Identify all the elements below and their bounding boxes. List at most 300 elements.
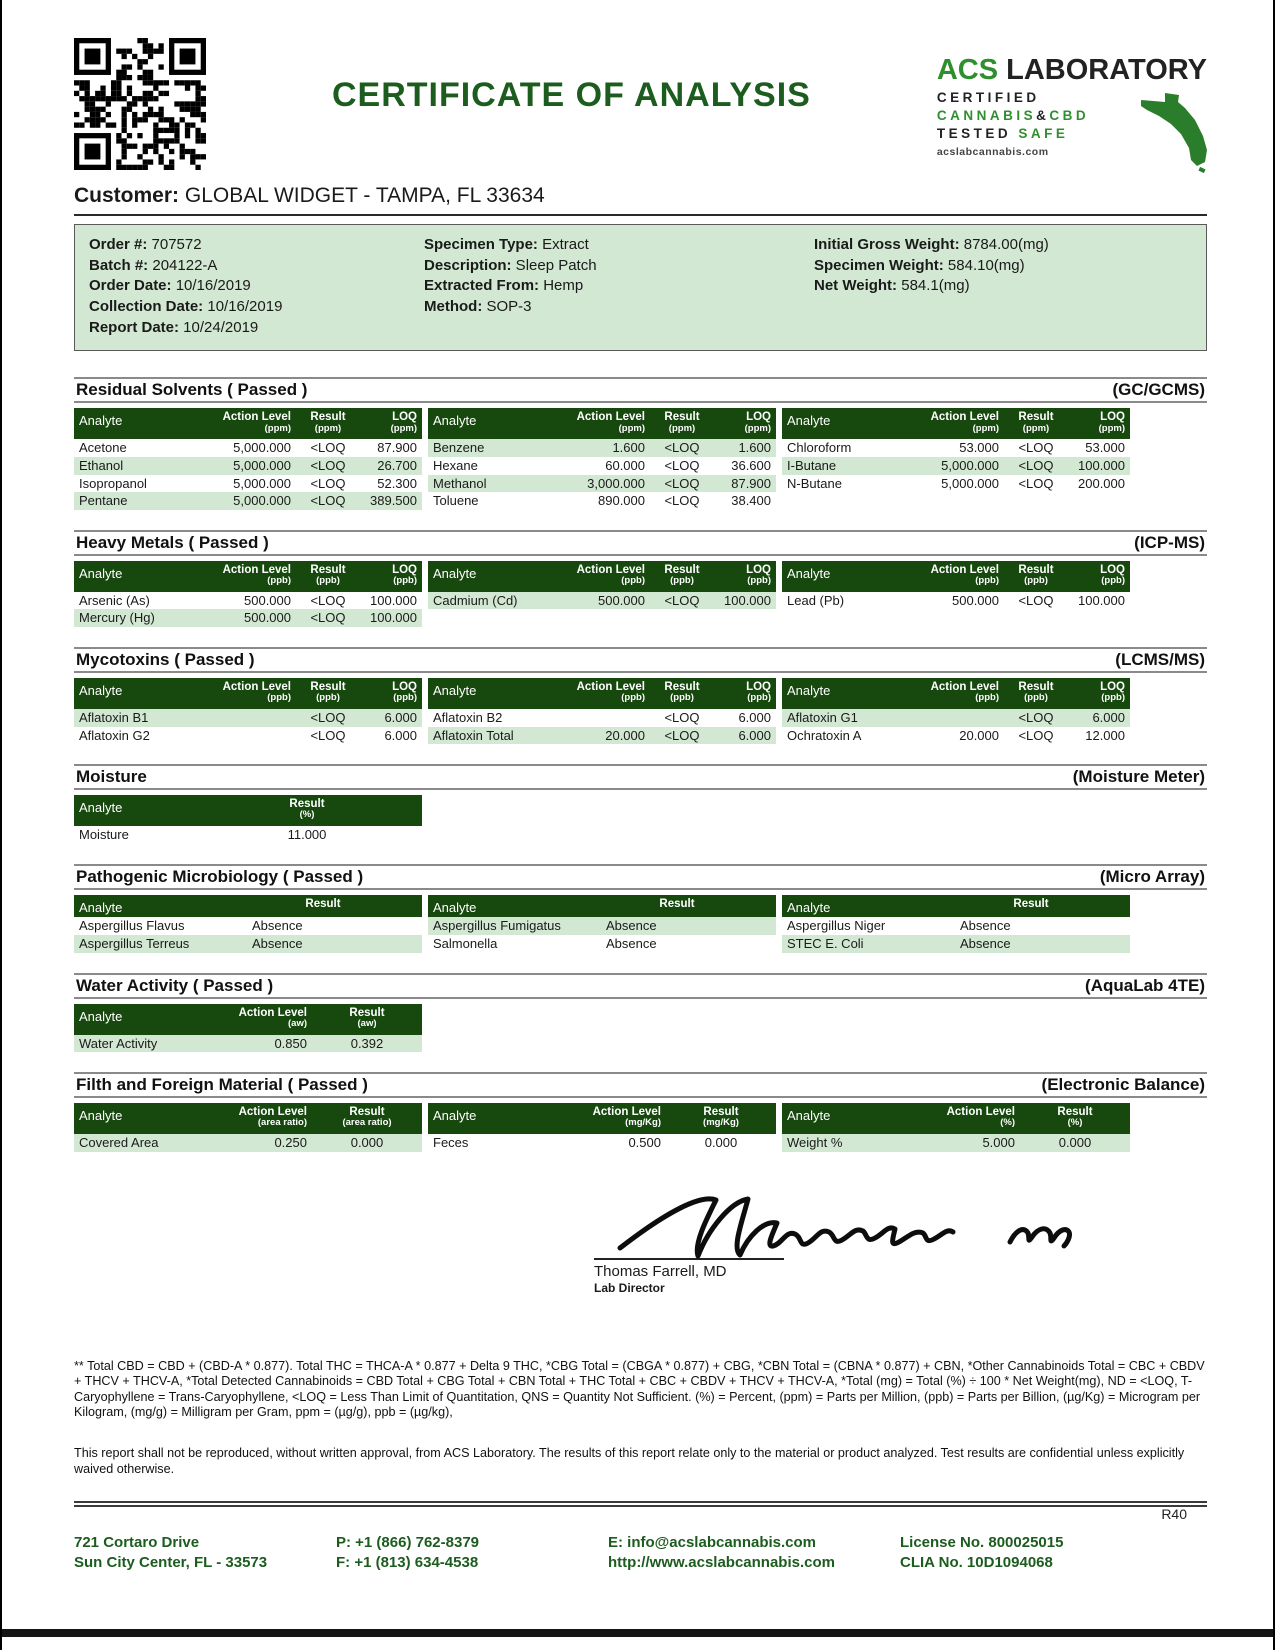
column-header-result: Result (ppm) xyxy=(310,411,346,434)
analyte-value: Absence xyxy=(606,936,657,952)
column-header-analyte: Analyte xyxy=(787,413,831,429)
analyte-value: <LOQ xyxy=(310,710,346,725)
column-header-result: Result (ppb) xyxy=(664,563,700,586)
analyte-value xyxy=(904,709,1004,727)
table-row xyxy=(74,709,422,727)
section-method: (Moisture Meter) xyxy=(1072,767,1205,787)
column-header-analyte: Analyte xyxy=(79,683,123,698)
info-label: Specimen Type: xyxy=(424,236,538,253)
table-header-row xyxy=(74,795,422,826)
analyte-table xyxy=(74,1004,422,1053)
footer-address: 721 Cortaro Drive Sun City Center, FL - 33573 xyxy=(74,1533,268,1572)
analyte-table xyxy=(782,895,1130,953)
table-header-row xyxy=(74,408,422,439)
analyte-name: Aflatoxin B1 xyxy=(79,710,149,725)
customer-label: Customer: xyxy=(74,184,180,207)
analyte-table xyxy=(782,1103,1130,1152)
section-tables xyxy=(74,895,1207,953)
analyte-name: Aflatoxin B2 xyxy=(433,710,503,725)
section-tables xyxy=(74,1103,1207,1152)
column-header-result: Result (ppb) xyxy=(1018,563,1054,586)
analyte-name: Pentane xyxy=(79,493,128,509)
info-value: Extract xyxy=(537,236,589,253)
analyte-value: 6.000 xyxy=(738,727,771,743)
column-header-loq: LOQ (ppb) xyxy=(1100,563,1125,586)
page-title: CERTIFICATE OF ANALYSIS xyxy=(331,76,811,114)
info-label: Method: xyxy=(424,298,483,316)
analyte-value: 100.000 xyxy=(1078,458,1125,474)
info-label: Description: xyxy=(424,256,512,274)
column-header-loq: LOQ (ppm) xyxy=(1098,411,1125,434)
analyte-value: 38.400 xyxy=(731,493,771,509)
table-header-row xyxy=(782,678,1130,709)
analyte-value: 26.700 xyxy=(377,458,417,474)
info-line xyxy=(89,297,424,318)
table-row xyxy=(782,475,1130,493)
analyte-value: 6.000 xyxy=(1092,710,1125,725)
analyte-value: Absence xyxy=(252,918,303,934)
table-header-row xyxy=(428,1103,776,1134)
column-header-result: Result (ppm) xyxy=(1018,411,1054,434)
analyte-value: 5,000.000 xyxy=(233,440,291,456)
analyte-value: 5,000.000 xyxy=(941,458,999,474)
analyte-value: <LOQ xyxy=(664,592,700,608)
analyte-name: Methanol xyxy=(433,475,487,491)
analyte-value: 0.000 xyxy=(704,1135,738,1151)
section-title: Pathogenic Microbiology ( Passed ) xyxy=(76,866,364,886)
analyte-name: Ethanol xyxy=(79,458,124,474)
section-water-activity xyxy=(74,973,1207,1053)
calculation-footnote: ** Total CBD = CBD + (CBD-A * 0.877). Total THC = THCA-A * 0.877 + Delta 9 THC, *CBG Total = (CBGA * 0.877) + CBG, *CBN Total = (CBNA * 0.877) + CBN, *Other Cannabinoids Total = CBC + CBDV + THCV + THCV-A, *Total Detected Cannabinoids = CBD Total + CBG Total + CBN Total + THC Total + CBC + CBDV + THCV + THCV-A, *Total (mg) = Total (%) ÷ 100 * Net Weight(mg), ND = <LOQ, T-Caryophyllene = Trans-Caryophyllene, <LOQ = Less Than Limit of Quantitation, QNS = Quantity Not Sufficient. (%) = Percent, (ppm) = Parts per Million, (ppb) = Parts per Billion, (µg/Kg) = Microgram per Kilogram, (mg/g) = Milligram per Gram, ppm = (µg/g), ppb = (µg/kg), xyxy=(74,1358,1205,1419)
table-row xyxy=(428,709,776,727)
analyte-value: <LOQ xyxy=(664,440,700,456)
table-row xyxy=(74,609,422,627)
column-header-loq: LOQ (ppm) xyxy=(390,411,417,434)
analyte-value: 11.000 xyxy=(287,827,327,843)
info-line xyxy=(424,297,814,318)
column-header-result: Result (ppm) xyxy=(664,411,700,434)
info-label: Net Weight: xyxy=(814,277,898,295)
table-row xyxy=(428,492,776,510)
logo-laboratory-text: LABORATORY xyxy=(1006,54,1207,86)
column-header-loq: LOQ (ppb) xyxy=(392,681,417,704)
analyte-value xyxy=(196,709,296,727)
column-header-action-level: Action Level (aw) xyxy=(238,1006,307,1029)
section-pathogenic-microbiology xyxy=(74,864,1207,953)
table-header-row xyxy=(782,408,1130,439)
info-label: Order Date: xyxy=(89,277,172,295)
section-method: (Micro Array) xyxy=(1099,866,1205,886)
column-header-action-level: Action Level (ppb) xyxy=(930,563,999,586)
info-line xyxy=(89,256,424,277)
analyte-value: <LOQ xyxy=(310,475,346,491)
analyte-value: 12.000 xyxy=(1085,727,1125,743)
analyte-name: Chloroform xyxy=(787,440,852,456)
qr-code xyxy=(74,38,206,170)
info-line xyxy=(424,256,814,277)
info-value: 204122-A xyxy=(148,256,218,274)
section-header xyxy=(74,864,1207,890)
column-header-action-level: Action Level (ppb) xyxy=(576,681,645,704)
section-header xyxy=(74,647,1207,673)
analyte-value: 890.000 xyxy=(598,493,645,509)
analyte-value: 5.000 xyxy=(982,1135,1015,1151)
column-header-result: Result (ppb) xyxy=(664,681,700,704)
column-header-analyte: Analyte xyxy=(433,565,477,581)
analyte-name: Toluene xyxy=(433,493,479,509)
section-title: Residual Solvents ( Passed ) xyxy=(76,380,308,400)
section-title: Heavy Metals ( Passed ) xyxy=(76,532,269,552)
analyte-value: <LOQ xyxy=(310,592,346,608)
section-tables xyxy=(74,561,1207,627)
table-row xyxy=(782,1134,1130,1152)
analyte-table xyxy=(782,678,1130,744)
table-header-row xyxy=(74,561,422,592)
analyte-name: Acetone xyxy=(79,440,127,456)
column-header-result: Result (%) xyxy=(289,798,325,821)
section-title: Mycotoxins ( Passed ) xyxy=(76,650,255,669)
info-value: Sleep Patch xyxy=(511,256,597,274)
column-header-action-level: Action Level (ppm) xyxy=(222,411,291,434)
footer-license: License No. 800025015 CLIA No. 10D1094068 xyxy=(900,1533,1064,1572)
table-row xyxy=(428,727,776,745)
column-header-action-level: Action Level (ppb) xyxy=(930,681,999,704)
column-header-loq: LOQ (ppb) xyxy=(1100,681,1125,704)
info-value: 10/16/2019 xyxy=(171,277,251,295)
table-row xyxy=(428,475,776,493)
column-header-analyte: Analyte xyxy=(433,683,477,698)
analyte-value: 5,000.000 xyxy=(233,493,291,509)
analyte-value: 60.000 xyxy=(605,458,645,474)
analyte-table xyxy=(428,895,776,953)
analyte-value: 6.000 xyxy=(738,710,771,725)
table-header-row xyxy=(428,895,776,918)
analyte-value: <LOQ xyxy=(664,475,700,491)
footer-divider xyxy=(74,1501,1207,1507)
analyte-value: <LOQ xyxy=(310,727,346,743)
table-header-row xyxy=(782,1103,1130,1134)
column-header-result: Result (mg/Kg) xyxy=(703,1106,739,1129)
table-header-row xyxy=(74,678,422,709)
table-row xyxy=(428,1134,776,1152)
analyte-value: 36.600 xyxy=(731,458,771,474)
analyte-value: 0.000 xyxy=(350,1135,384,1151)
analyte-value: 52.300 xyxy=(377,475,417,491)
info-value: SOP-3 xyxy=(482,298,532,316)
analyte-name: N-Butane xyxy=(787,475,842,491)
signature-block xyxy=(594,1186,1074,1295)
analyte-value xyxy=(196,727,296,745)
analyte-value: 200.000 xyxy=(1078,475,1125,491)
analyte-name: Covered Area xyxy=(79,1135,159,1151)
analyte-table xyxy=(428,408,776,509)
order-info-col3 xyxy=(814,235,1192,338)
info-line xyxy=(89,318,424,339)
column-header-result: Result xyxy=(305,897,341,910)
table-row xyxy=(782,727,1130,745)
analyte-value: <LOQ xyxy=(664,493,700,509)
table-header-row xyxy=(782,895,1130,918)
column-header-analyte: Analyte xyxy=(433,1108,477,1124)
info-line xyxy=(814,256,1192,277)
analyte-name: Aspergillus Niger xyxy=(787,918,886,934)
analyte-value: 1.600 xyxy=(612,440,645,456)
analyte-value: <LOQ xyxy=(310,610,346,626)
table-header-row xyxy=(74,1004,422,1035)
analyte-value: 500.000 xyxy=(598,592,645,608)
analyte-name: Aflatoxin Total xyxy=(433,727,514,743)
column-header-loq: LOQ (ppb) xyxy=(392,563,417,586)
analyte-value: 500.000 xyxy=(244,610,291,626)
column-header-analyte: Analyte xyxy=(787,565,831,581)
analyte-name: Aflatoxin G1 xyxy=(787,710,858,725)
column-header-analyte: Analyte xyxy=(79,1108,123,1124)
column-header-analyte: Analyte xyxy=(79,800,123,816)
analyte-name: Aspergillus Flavus xyxy=(79,918,185,934)
section-tables xyxy=(74,795,1207,844)
order-info-col1 xyxy=(89,235,424,338)
analyte-value: 0.850 xyxy=(274,1035,307,1051)
analyte-table xyxy=(74,408,422,509)
analyte-value: 0.392 xyxy=(350,1035,384,1051)
analyte-value: 100.000 xyxy=(724,592,771,608)
table-header-row xyxy=(428,561,776,592)
analyte-value: <LOQ xyxy=(664,727,700,743)
signatory-name: Thomas Farrell, MD xyxy=(594,1262,727,1280)
info-label: Extracted From: xyxy=(424,277,540,295)
column-header-analyte: Analyte xyxy=(787,1108,831,1124)
analyte-table xyxy=(428,678,776,744)
column-header-analyte: Analyte xyxy=(787,899,831,915)
column-header-analyte: Analyte xyxy=(433,899,477,915)
section-tables xyxy=(74,408,1207,509)
table-row xyxy=(782,592,1130,610)
info-label: Initial Gross Weight: xyxy=(814,236,960,253)
footer-phone-fax: P: +1 (866) 762-8379 F: +1 (813) 634-4538 xyxy=(336,1533,480,1572)
column-header-result: Result xyxy=(659,897,695,910)
table-header-row xyxy=(782,561,1130,592)
analyte-value: 6.000 xyxy=(384,710,417,725)
column-header-loq: LOQ (ppb) xyxy=(746,563,771,586)
column-header-result: Result (ppb) xyxy=(310,563,346,586)
section-moisture xyxy=(74,764,1207,844)
analyte-value: 87.900 xyxy=(377,440,417,456)
analyte-value: <LOQ xyxy=(310,458,346,474)
info-line xyxy=(89,235,424,256)
column-header-action-level: Action Level (%) xyxy=(946,1106,1015,1129)
analyte-name: Aspergillus Fumigatus xyxy=(433,918,561,934)
analyte-value: 100.000 xyxy=(370,592,417,608)
section-method: (GC/GCMS) xyxy=(1112,380,1205,400)
analyte-value: <LOQ xyxy=(664,458,700,474)
analyte-table xyxy=(428,561,776,610)
analyte-name: Aspergillus Terreus xyxy=(79,936,190,952)
logo-tested-safe-text: TESTED SAFE xyxy=(936,126,1069,141)
table-row xyxy=(74,727,422,745)
analyte-name: I-Butane xyxy=(787,458,837,474)
analyte-name: Aflatoxin G2 xyxy=(79,727,150,743)
analyte-value: 5,000.000 xyxy=(233,458,291,474)
analyte-table xyxy=(74,1103,422,1152)
order-info-box xyxy=(74,224,1207,351)
section-heavy-metals xyxy=(74,530,1207,627)
analyte-value: 5,000.000 xyxy=(941,475,999,491)
analyte-value: Absence xyxy=(252,936,303,952)
column-header-action-level: Action Level (mg/Kg) xyxy=(592,1106,661,1129)
column-header-result: Result (aw) xyxy=(349,1006,385,1029)
analyte-value: <LOQ xyxy=(1018,475,1054,491)
table-row xyxy=(782,917,1130,935)
analyte-name: Isopropanol xyxy=(79,475,147,491)
analyte-value: 3,000.000 xyxy=(587,475,645,491)
logo-acs-text: ACS xyxy=(936,54,999,86)
info-value: 8784.00(mg) xyxy=(959,236,1049,253)
analyte-table xyxy=(74,895,422,953)
analyte-table xyxy=(428,1103,776,1152)
analyte-value: Absence xyxy=(606,918,657,934)
column-header-result: Result (ppb) xyxy=(1018,681,1054,704)
logo-certified-text: CERTIFIED xyxy=(936,90,1040,105)
analyte-name: Moisture xyxy=(79,827,129,843)
analyte-name: Salmonella xyxy=(433,936,498,952)
info-line xyxy=(814,235,1192,256)
info-value: Hemp xyxy=(539,277,584,295)
table-row xyxy=(74,1134,422,1152)
analyte-value: 1.600 xyxy=(738,440,771,456)
analyte-name: Arsenic (As) xyxy=(79,592,150,608)
section-method: (LCMS/MS) xyxy=(1115,650,1205,669)
analyte-value: 100.000 xyxy=(370,610,417,626)
column-header-result: Result xyxy=(1013,897,1049,910)
analyte-table xyxy=(782,561,1130,610)
info-line xyxy=(814,276,1192,297)
analyte-value: 500.000 xyxy=(244,592,291,608)
table-row xyxy=(74,917,422,935)
analyte-value: 389.500 xyxy=(370,493,417,509)
analyte-value: <LOQ xyxy=(310,493,346,509)
analyte-name: Lead (Pb) xyxy=(787,592,845,608)
analyte-name: Water Activity xyxy=(79,1035,158,1051)
analyte-name: Hexane xyxy=(433,458,478,474)
signature-line xyxy=(594,1258,784,1260)
analyte-value: 5,000.000 xyxy=(233,475,291,491)
table-row xyxy=(74,826,422,844)
report-disclaimer: This report shall not be reproduced, without written approval, from ACS Laboratory. The results of this report relate only to the material or product analyzed. Test results are confidential unless explicitly waived otherwise. xyxy=(74,1446,1185,1476)
analyte-value: 100.000 xyxy=(1078,592,1125,608)
section-residual-solvents xyxy=(74,377,1207,509)
column-header-analyte: Analyte xyxy=(433,413,477,429)
column-header-loq: LOQ (ppm) xyxy=(744,411,771,434)
column-header-action-level: Action Level (ppb) xyxy=(222,563,291,586)
info-line xyxy=(424,276,814,297)
analyte-value: Absence xyxy=(960,918,1011,934)
table-row xyxy=(782,457,1130,475)
analyte-value: 20.000 xyxy=(605,727,645,743)
info-value: 584.1(mg) xyxy=(897,277,970,295)
analyte-name: Mercury (Hg) xyxy=(79,610,155,626)
lab-logo xyxy=(937,38,1207,158)
table-row xyxy=(74,592,422,610)
section-header xyxy=(74,530,1207,556)
section-header xyxy=(74,764,1207,790)
table-row xyxy=(74,1035,422,1053)
analyte-value: 500.000 xyxy=(952,592,999,608)
section-filth-foreign-material xyxy=(74,1072,1207,1152)
info-label: Order #: xyxy=(89,236,148,253)
footer xyxy=(74,1533,1207,1574)
info-label: Collection Date: xyxy=(89,298,204,316)
section-header xyxy=(74,973,1207,999)
column-header-analyte: Analyte xyxy=(787,683,831,698)
table-row xyxy=(74,492,422,510)
analyte-value: 0.250 xyxy=(274,1135,307,1151)
analyte-name: Feces xyxy=(433,1135,469,1151)
analyte-value: 87.900 xyxy=(731,475,771,491)
header xyxy=(74,38,1207,180)
table-header-row xyxy=(428,678,776,709)
signature xyxy=(614,1186,1084,1264)
column-header-result: Result (ppb) xyxy=(310,681,346,704)
info-value: 10/16/2019 xyxy=(203,298,283,316)
info-value: 707572 xyxy=(147,236,202,253)
column-header-action-level: Action Level (ppm) xyxy=(930,411,999,434)
analyte-value: <LOQ xyxy=(1018,440,1054,456)
analyte-name: Weight % xyxy=(787,1135,843,1151)
analyte-value: 53.000 xyxy=(1085,440,1125,456)
analyte-name: Ochratoxin A xyxy=(787,727,862,743)
column-header-result: Result (area ratio) xyxy=(342,1106,392,1129)
section-tables xyxy=(74,678,1207,744)
analyte-value xyxy=(550,709,650,727)
analyte-value: 0.500 xyxy=(628,1135,661,1151)
analyte-name: Benzene xyxy=(433,440,485,456)
info-line xyxy=(89,276,424,297)
table-header-row xyxy=(74,1103,422,1134)
table-row xyxy=(428,917,776,935)
florida-icon xyxy=(1139,90,1213,181)
info-value: 584.10(mg) xyxy=(943,256,1025,274)
section-title: Filth and Foreign Material ( Passed ) xyxy=(76,1075,368,1095)
table-row xyxy=(74,475,422,493)
section-tables xyxy=(74,1004,1207,1053)
column-header-action-level: Action Level (ppm) xyxy=(576,411,645,434)
signatory-role: Lab Director xyxy=(594,1280,665,1295)
analyte-name: STEC E. Coli xyxy=(787,936,864,952)
table-row xyxy=(74,935,422,953)
page-reference: R40 xyxy=(1161,1506,1187,1522)
analyte-value: <LOQ xyxy=(664,710,700,725)
column-header-action-level: Action Level (ppb) xyxy=(222,681,291,704)
column-header-loq: LOQ (ppb) xyxy=(746,681,771,704)
column-header-analyte: Analyte xyxy=(79,899,123,915)
column-header-analyte: Analyte xyxy=(79,565,123,581)
section-title: Water Activity ( Passed ) xyxy=(76,975,274,995)
column-header-action-level: Action Level (ppb) xyxy=(576,563,645,586)
table-row xyxy=(782,935,1130,953)
section-mycotoxins xyxy=(74,647,1207,744)
info-line xyxy=(424,235,814,256)
analyte-value: <LOQ xyxy=(1018,458,1054,474)
info-label: Batch #: xyxy=(89,256,149,274)
order-info-col2 xyxy=(424,235,814,338)
table-row xyxy=(428,439,776,457)
analyte-value: <LOQ xyxy=(1018,710,1054,725)
table-header-row xyxy=(428,408,776,439)
info-label: Specimen Weight: xyxy=(814,256,944,274)
logo-website-text: acslabcannabis.com xyxy=(936,146,1049,158)
table-row xyxy=(428,935,776,953)
customer-line xyxy=(74,184,1207,216)
